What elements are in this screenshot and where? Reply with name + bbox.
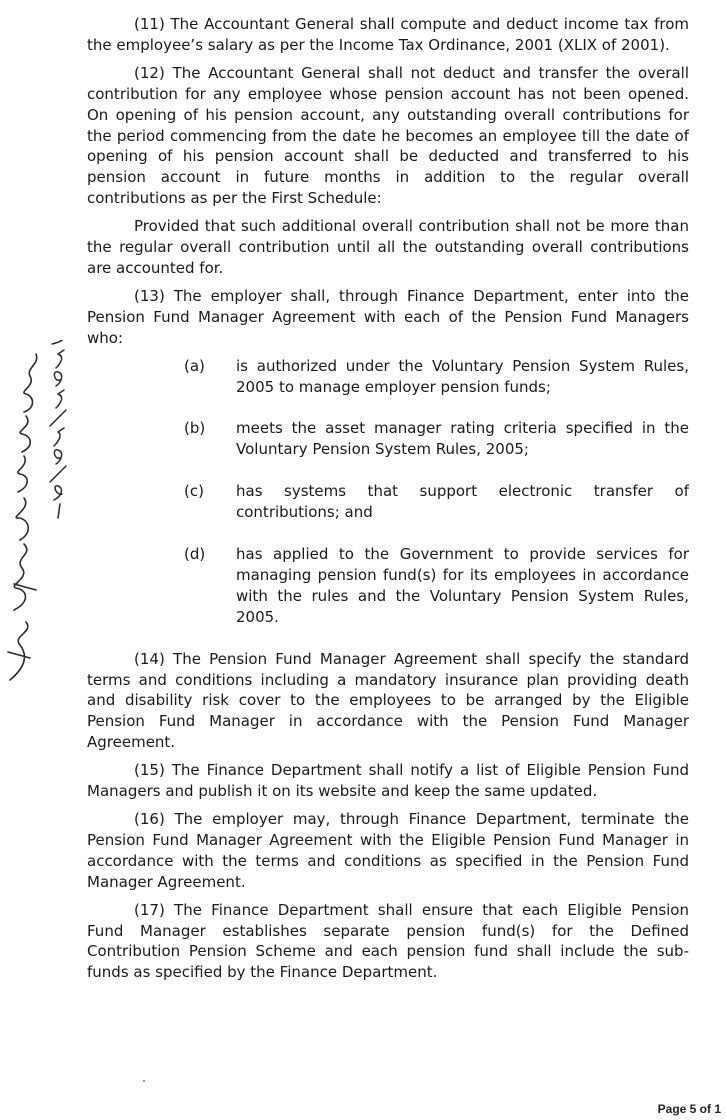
paragraph-12: (12) The Accountant General shall not deduct and transfer the overall contribution for any employee whose pension account has not been opened. On opening of his pension account, any outstanding overall contributions for the period commencing from the date he becomes an employee till the date of opening of his pension account shall be deducted and transferred to his pension account in future months in addition to the regular overall contributions as per the First Schedule: <box>87 63 689 208</box>
paragraph-14: (14) The Pension Fund Manager Agreement shall specify the standard terms and conditions including a mandatory insurance plan providing death and disability risk cover to the employees to be arranged by the Eligible Pension Fund Manager in accordance with the Pension Fund Manager Agreement. <box>87 649 689 752</box>
sub-item-label: (b) <box>184 419 206 438</box>
sub-item-label: (c) <box>184 482 204 501</box>
sub-item-label: (a) <box>184 356 205 375</box>
paragraph-15: (15) The Finance Department shall notify a list of Eligible Pension Fund Managers and publish it on its website and keep the same updated. <box>87 761 689 801</box>
sub-item-text: meets the asset manager rating criteria specified in the Voluntary Pension System Rules, 2005; <box>236 419 689 459</box>
sub-item-text: is authorized under the Voluntary Pension System Rules, 2005 to manage employer pension funds; <box>236 356 689 396</box>
paragraph-11: (11) The Accountant General shall compute and deduct income tax from the employee’s salary as per the Income Tax Ordinance, 2001 (XLIX of 2001). <box>87 15 689 54</box>
paragraph-proviso: Provided that such additional overall contribution shall not be more than the regular overall contribution until all the outstanding overall contributions are accounted for. <box>87 217 689 277</box>
document-body <box>87 14 689 990</box>
sub-item-a <box>87 356 689 398</box>
paragraph-16: (16) The employer may, through Finance Department, terminate the Pension Fund Manager Agreement with the Eligible Pension Fund Manager in accordance with the terms and conditions as specified in the Pension Fund Manager Agreement. <box>87 810 689 891</box>
sub-item-text: has systems that support electronic transfer of contributions; and <box>236 482 689 522</box>
paragraph-13: (13) The employer shall, through Finance Department, enter into the Pension Fund Manager Agreement with each of the Pension Fund Managers who: <box>87 286 689 347</box>
sub-item-label: (d) <box>184 545 206 564</box>
sub-item-list <box>87 356 689 628</box>
signature-icon <box>0 340 80 690</box>
sub-item-c <box>87 481 689 523</box>
stray-mark <box>143 1080 145 1082</box>
paragraph-17: (17) The Finance Department shall ensure that each Eligible Pension Fund Manager establishes separate pension fund(s) for the Defined Contribution Pension Scheme and each pension fund shall include the sub-funds as specified by the Finance Department. <box>87 900 689 982</box>
sub-item-text: has applied to the Government to provide services for managing pension fund(s) for its employees in accordance with the rules and the Voluntary Pension System Rules, 2005. <box>236 545 689 626</box>
handwritten-signature <box>0 340 80 690</box>
sub-item-d <box>87 544 689 628</box>
page-number: Page 5 of 1 <box>657 1102 721 1116</box>
sub-item-b <box>87 418 689 460</box>
